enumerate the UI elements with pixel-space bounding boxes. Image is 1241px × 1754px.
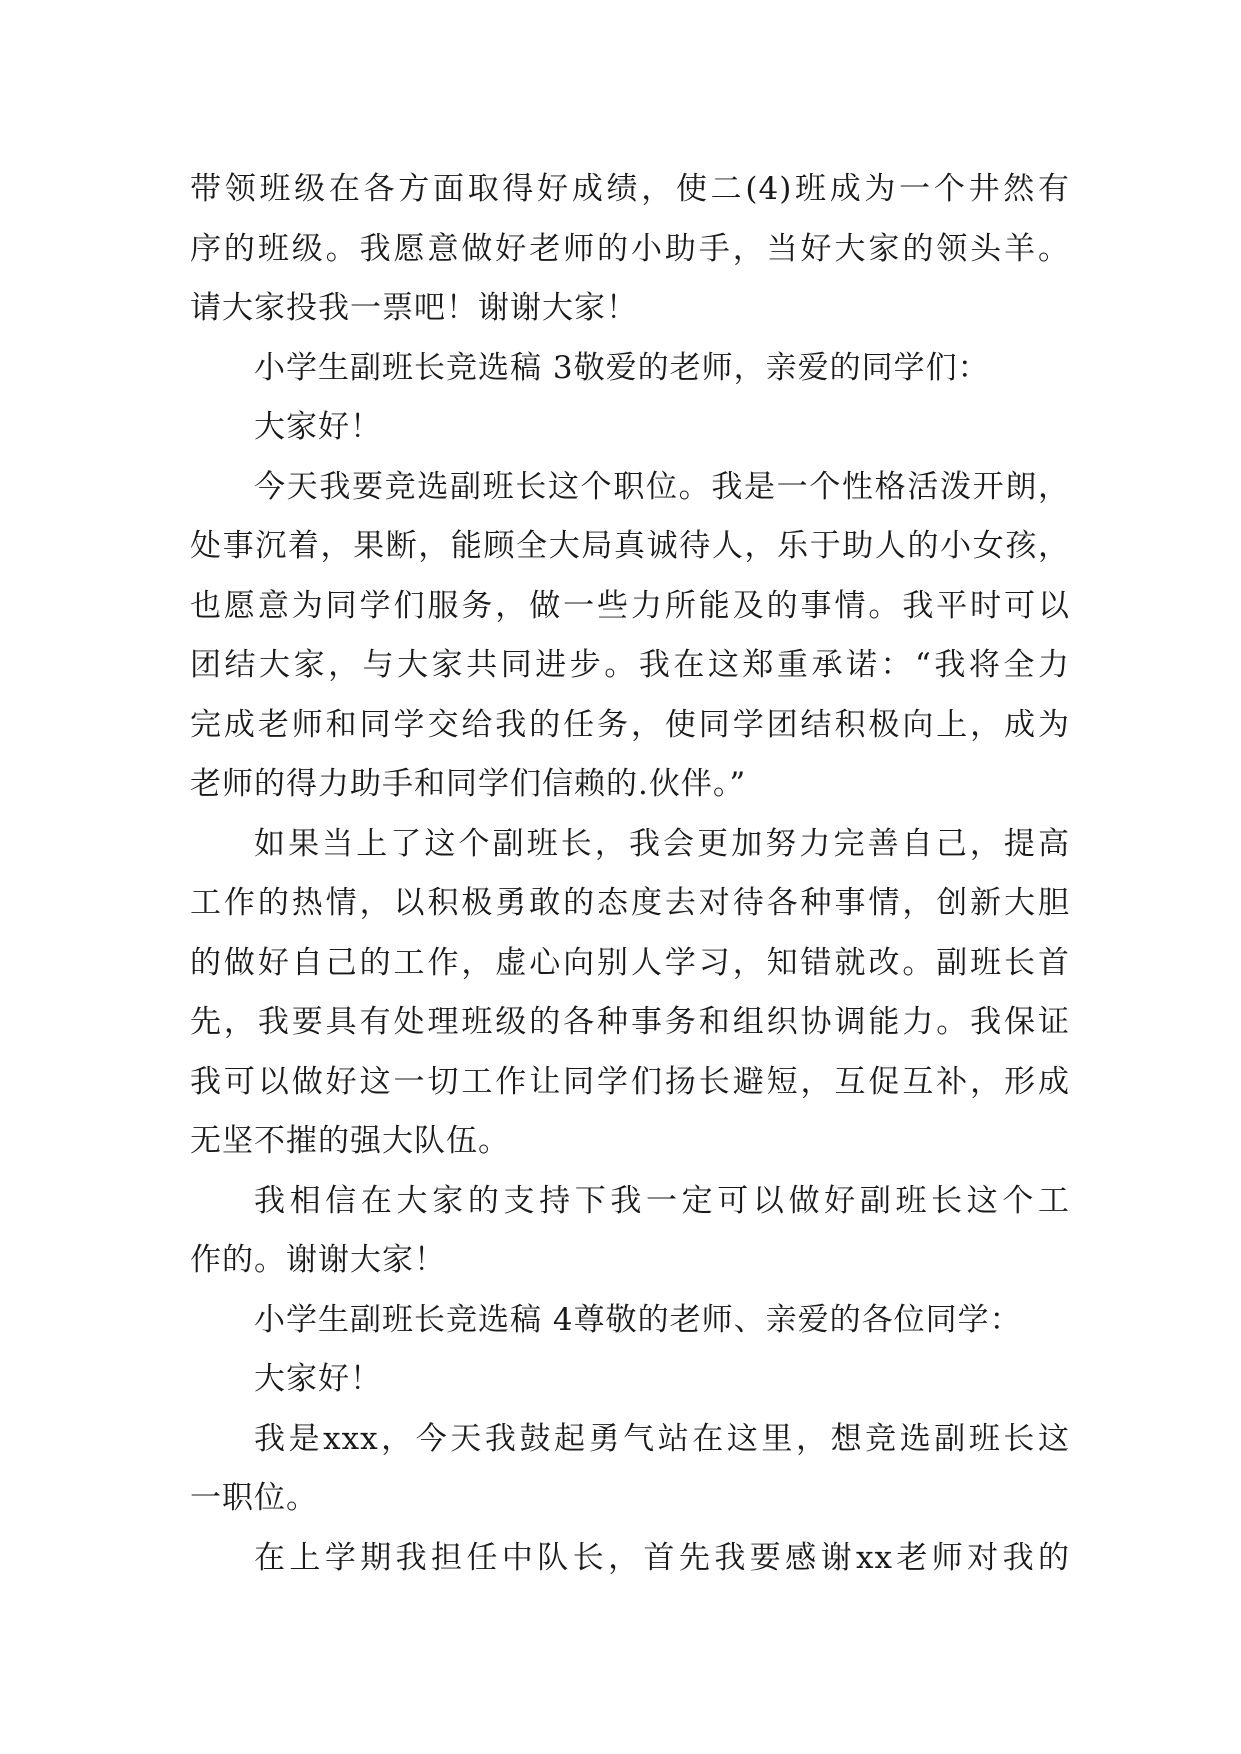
text-line: 序的班级。我愿意做好老师的小助手，当好大家的领头羊。	[190, 230, 1070, 267]
text-line: 的做好自己的工作，虚心向别人学习，知错就改。副班长首	[190, 944, 1070, 981]
text-line: 我是xxx，今天我鼓起勇气站在这里，想竞选副班长这	[254, 1420, 1070, 1457]
text-line: 老师的得力助手和同学们信赖的.伙伴。”	[190, 766, 747, 802]
document-body	[190, 160, 1070, 1588]
text-line: 工作的热情，以积极勇敢的态度去对待各种事情，创新大胆	[190, 885, 1070, 921]
text-line: 大家好！	[254, 1361, 382, 1397]
text-line: 小学生副班长竞选稿 3敬爱的老师，亲爱的同学们：	[254, 349, 990, 386]
text-line: 团结大家，与大家共同进步。我在这郑重承诺：“我将全力	[190, 647, 1070, 683]
text-line: 也愿意为同学们服务，做一些力所能及的事情。我平时可以	[190, 587, 1070, 624]
text-line: 带领班级在各方面取得好成绩，使二(4)班成为一个井然有	[190, 171, 1070, 207]
text-line: 今天我要竞选副班长这个职位。我是一个性格活泼开朗，	[254, 468, 1070, 505]
text-line: 完成老师和同学交给我的任务，使同学团结积极向上，成为	[190, 706, 1070, 743]
text-line: 如果当上了这个副班长，我会更加努力完善自己，提高	[254, 825, 1070, 862]
text-line: 作的。谢谢大家！	[190, 1242, 446, 1278]
text-line: 我可以做好这一切工作让同学们扬长避短，互促互补，形成	[190, 1063, 1070, 1100]
text-line: 处事沉着，果断，能顾全大局真诚待人，乐于助人的小女孩，	[190, 528, 1070, 564]
text-line: 无坚不摧的强大队伍。	[190, 1123, 510, 1159]
text-line: 先，我要具有处理班级的各种事务和组织协调能力。我保证	[190, 1004, 1070, 1040]
text-line: 小学生副班长竞选稿 4尊敬的老师、亲爱的各位同学：	[254, 1301, 1022, 1338]
text-line: 大家好！	[254, 409, 382, 445]
text-line: 在上学期我担任中队长，首先我要感谢xx老师对我的	[254, 1539, 1070, 1576]
text-line: 请大家投我一票吧！谢谢大家！	[190, 290, 638, 326]
text-line: 我相信在大家的支持下我一定可以做好副班长这个工	[254, 1182, 1070, 1219]
text-line: 一职位。	[190, 1480, 318, 1516]
